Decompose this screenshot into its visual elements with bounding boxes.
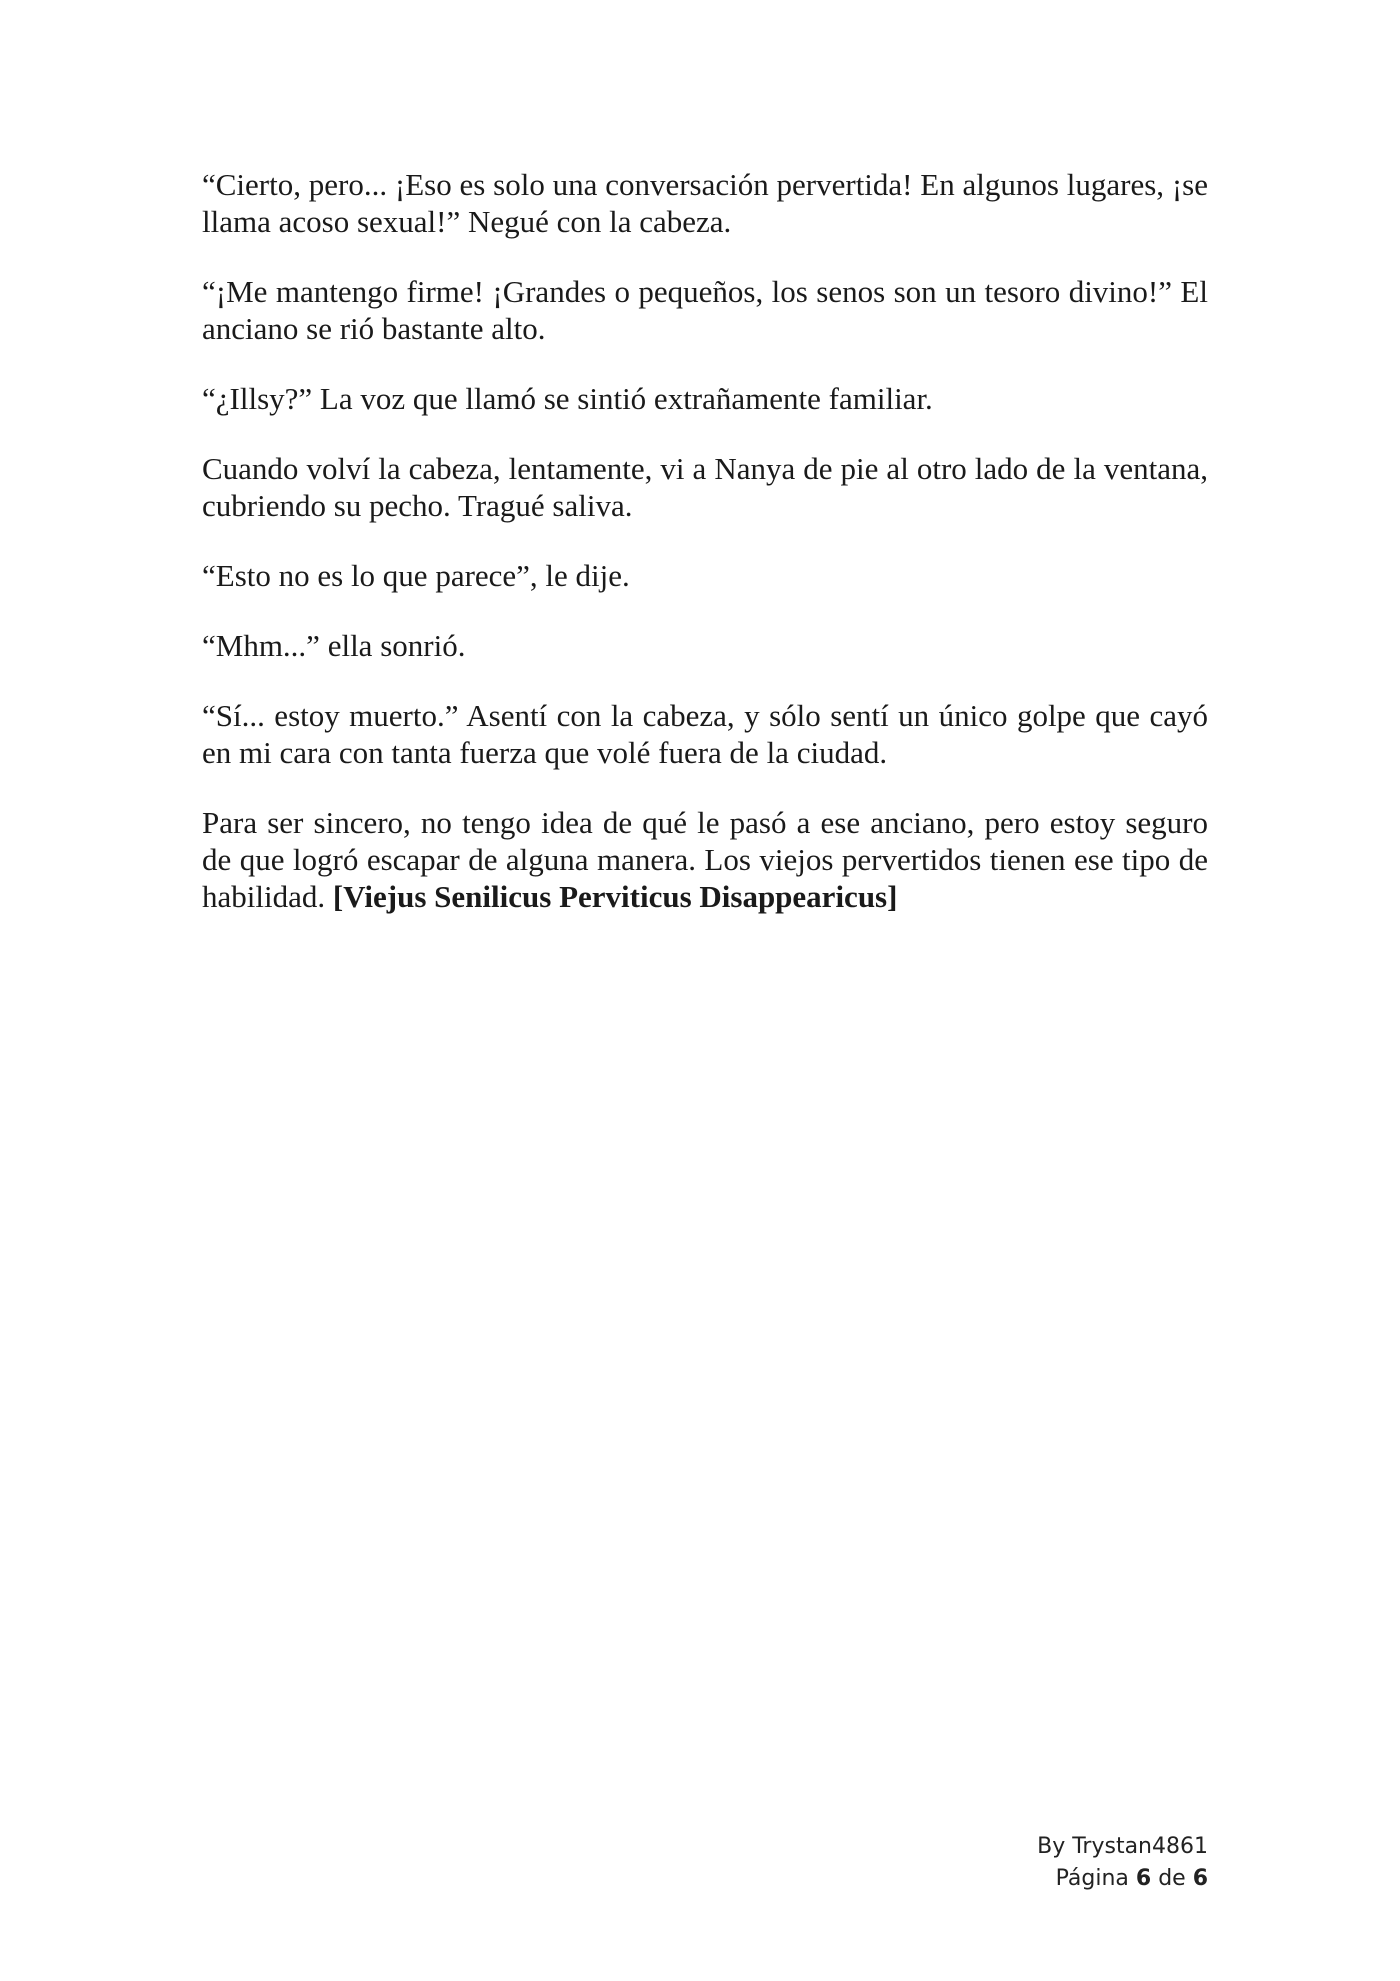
paragraph-3: “¿Illsy?” La voz que llamó se sintió extrañamente familiar. [202, 381, 933, 416]
footer-page-counter [1037, 1863, 1208, 1895]
footer-page-label: Página [1055, 1866, 1129, 1891]
footer-page-total: 6 [1192, 1866, 1208, 1891]
footer-author: By Trystan4861 [1037, 1834, 1208, 1859]
text-body [202, 166, 1208, 948]
paragraph-4: Cuando volví la cabeza, lentamente, vi a Nanya de pie al otro lado de la ventana, cubriendo su pecho. Tragué saliva. [202, 451, 1208, 523]
paragraph-8-text: Para ser sincero, no tengo idea de qué le pasó a ese anciano, pero estoy seguro de que logró escapar de alguna manera. Los viejos pervertidos tienen ese tipo de habilidad. [202, 805, 1208, 914]
paragraph-2: “¡Me mantengo firme! ¡Grandes o pequeños, los senos son un tesoro divino!” El anciano se rió bastante alto. [202, 274, 1208, 346]
paragraph-7: “Sí... estoy muerto.” Asentí con la cabeza, y sólo sentí un único golpe que cayó en mi cara con tanta fuerza que volé fuera de la ciudad. [202, 698, 1208, 770]
paragraph-8-bold-text: [Viejus Senilicus Perviticus Disappearicus] [332, 879, 898, 914]
paragraph-8 [202, 804, 1208, 915]
footer-page-number: 6 [1135, 1866, 1152, 1891]
paragraph-1: “Cierto, pero... ¡Eso es solo una conversación pervertida! En algunos lugares, ¡se llama acoso sexual!” Negué con la cabeza. [202, 167, 1208, 239]
page-footer [1037, 1831, 1208, 1895]
paragraph-5: “Esto no es lo que parece”, le dije. [202, 558, 630, 593]
footer-of-label: de [1158, 1866, 1186, 1891]
paragraph-6: “Mhm...” ella sonrió. [202, 628, 466, 663]
